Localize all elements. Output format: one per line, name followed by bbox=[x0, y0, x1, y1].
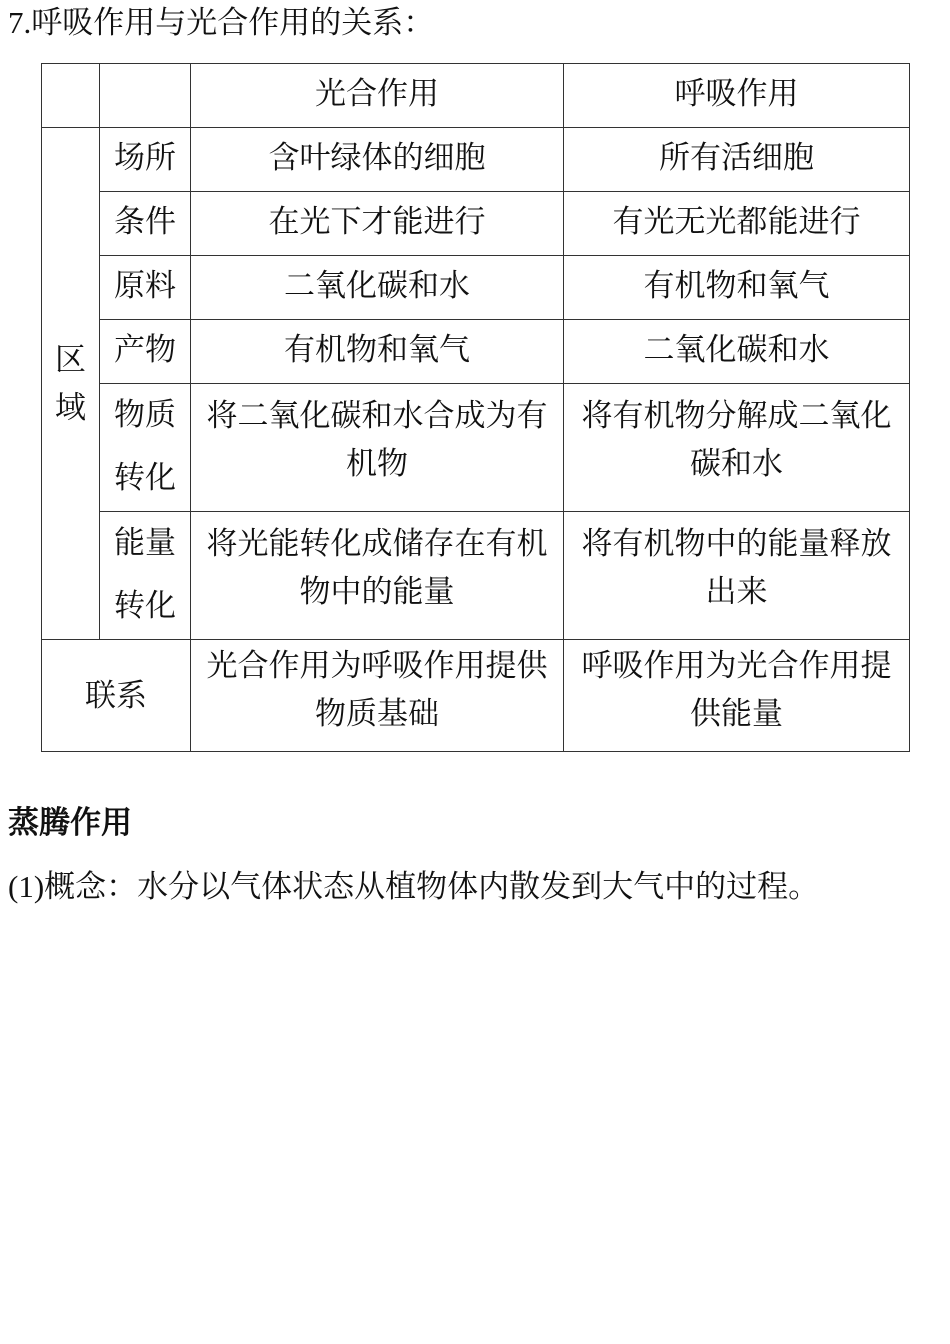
resp-cell: 将有机物中的能量释放出来 bbox=[564, 512, 910, 640]
resp-cell: 有机物和氧气 bbox=[564, 256, 910, 320]
row-label: 条件 bbox=[100, 192, 191, 256]
row-label: 能量转化 bbox=[100, 512, 191, 640]
transpiration-title: 蒸腾作用 bbox=[8, 805, 132, 841]
photo-cell: 将光能转化成储存在有机物中的能量 bbox=[191, 512, 564, 640]
table-row bbox=[42, 256, 910, 320]
resp-cell: 将有机物分解成二氧化碳和水 bbox=[564, 384, 910, 512]
header-respiration: 呼吸作用 bbox=[564, 64, 910, 128]
resp-cell: 所有活细胞 bbox=[564, 128, 910, 192]
link-photo-cell: 光合作用为呼吸作用提供物质基础 bbox=[191, 640, 564, 752]
row-label: 物质转化 bbox=[100, 384, 191, 512]
photo-cell: 在光下才能进行 bbox=[191, 192, 564, 256]
comparison-table bbox=[41, 63, 910, 752]
table-row bbox=[42, 128, 910, 192]
header-empty-cell bbox=[100, 64, 191, 128]
table-header-row bbox=[42, 64, 910, 128]
table-row bbox=[42, 512, 910, 640]
link-label: 联系 bbox=[42, 640, 191, 752]
row-label: 场所 bbox=[100, 128, 191, 192]
photo-cell: 二氧化碳和水 bbox=[191, 256, 564, 320]
link-resp-cell: 呼吸作用为光合作用提供能量 bbox=[564, 640, 910, 752]
concept-number: (1) bbox=[8, 869, 45, 904]
heading-text: 呼吸作用与光合作用的关系： bbox=[31, 5, 435, 41]
photo-cell: 含叶绿体的细胞 bbox=[191, 128, 564, 192]
transpiration-concept bbox=[8, 862, 819, 912]
table-row bbox=[42, 320, 910, 384]
region-label: 区域 bbox=[42, 128, 100, 640]
table-row bbox=[42, 192, 910, 256]
resp-cell: 有光无光都能进行 bbox=[564, 192, 910, 256]
heading-number: 7. bbox=[8, 5, 32, 40]
table-link-row bbox=[42, 640, 910, 752]
concept-text: 概念：水分以气体状态从植物体内散发到大气中的过程。 bbox=[44, 869, 820, 905]
photo-cell: 将二氧化碳和水合成为有机物 bbox=[191, 384, 564, 512]
header-photosynthesis: 光合作用 bbox=[191, 64, 564, 128]
section-heading bbox=[8, 0, 434, 46]
table-row bbox=[42, 384, 910, 512]
row-label: 产物 bbox=[100, 320, 191, 384]
row-label: 原料 bbox=[100, 256, 191, 320]
photo-cell: 有机物和氧气 bbox=[191, 320, 564, 384]
header-empty-cell bbox=[42, 64, 100, 128]
resp-cell: 二氧化碳和水 bbox=[564, 320, 910, 384]
